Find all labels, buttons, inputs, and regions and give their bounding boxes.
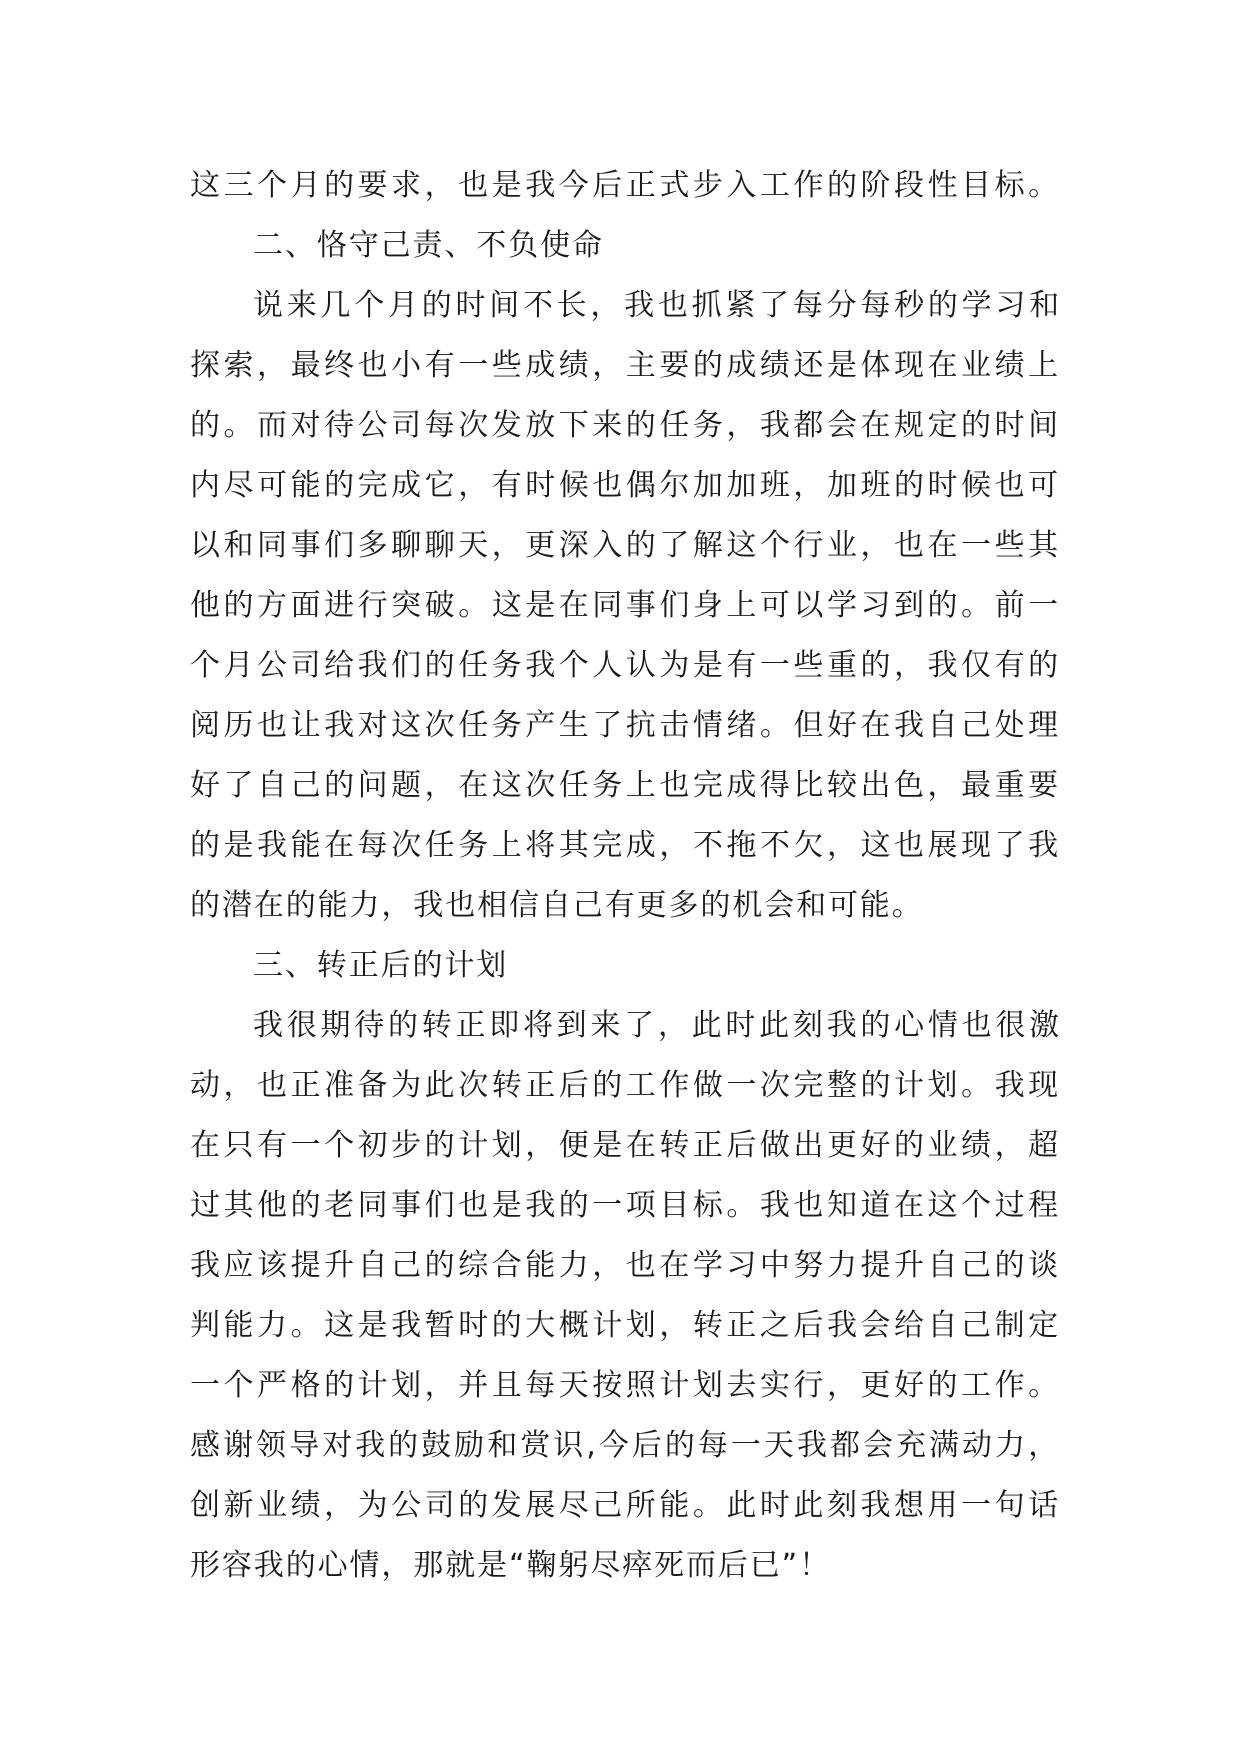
text-line: 在只有一个初步的计划，便是在转正后做出更好的业绩，超	[190, 1128, 1060, 1163]
text-line: 感谢领导对我的鼓励和赏识,今后的每一天我都会充满动力，	[190, 1428, 1060, 1463]
text-line: 一个严格的计划，并且每天按照计划去实行，更好的工作。	[190, 1368, 1060, 1403]
text-line: 探索，最终也小有一些成绩，主要的成绩还是体现在业绩上	[190, 348, 1060, 383]
text-line: 创新业绩，为公司的发展尽己所能。此时此刻我想用一句话	[190, 1488, 1060, 1523]
text-line: 的。而对待公司每次发放下来的任务，我都会在规定的时间	[190, 408, 1060, 443]
text-line: 我应该提升自己的综合能力，也在学习中努力提升自己的谈	[190, 1248, 1060, 1283]
text-line: 判能力。这是我暂时的大概计划，转正之后我会给自己制定	[190, 1308, 1060, 1343]
text-line: 的潜在的能力，我也相信自己有更多的机会和可能。	[190, 888, 924, 923]
text-line: 个月公司给我们的任务我个人认为是有一些重的，我仅有的	[190, 648, 1060, 683]
section-heading: 二、恪守己责、不负使命	[253, 228, 604, 263]
text-line: 形容我的心情，那就是“鞠躬尽瘁死而后已”！	[190, 1548, 831, 1583]
text-line: 以和同事们多聊聊天，更深入的了解这个行业，也在一些其	[190, 528, 1060, 563]
text-line: 阅历也让我对这次任务产生了抗击情绪。但好在我自己处理	[190, 708, 1060, 743]
text-line: 动，也正准备为此次转正后的工作做一次完整的计划。我现	[190, 1068, 1060, 1103]
text-line: 过其他的老同事们也是我的一项目标。我也知道在这个过程	[190, 1188, 1060, 1223]
text-line: 他的方面进行突破。这是在同事们身上可以学习到的。前一	[190, 588, 1060, 623]
text-line: 这三个月的要求，也是我今后正式步入工作的阶段性目标。	[190, 168, 1060, 203]
text-line: 我很期待的转正即将到来了，此时此刻我的心情也很激	[253, 1008, 1061, 1043]
text-line: 的是我能在每次任务上将其完成，不拖不欠，这也展现了我	[190, 828, 1060, 863]
text-line: 好了自己的问题，在这次任务上也完成得比较出色，最重要	[190, 768, 1060, 803]
text-line: 说来几个月的时间不长，我也抓紧了每分每秒的学习和	[253, 288, 1061, 323]
section-heading: 三、转正后的计划	[253, 948, 509, 983]
text-line: 内尽可能的完成它，有时候也偶尔加加班，加班的时候也可	[190, 468, 1060, 503]
